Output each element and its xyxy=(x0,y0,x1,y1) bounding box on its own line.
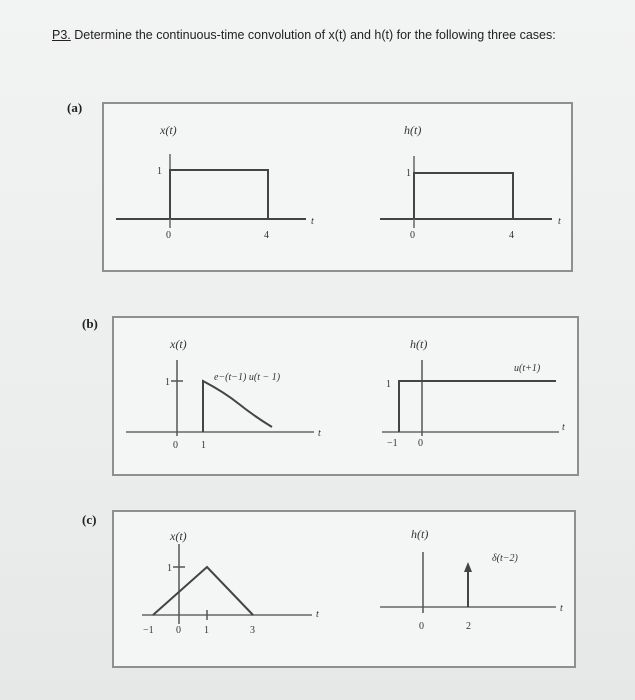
part-b-figure xyxy=(114,318,577,474)
h-level: 1 xyxy=(386,379,391,390)
part-a-panel xyxy=(102,102,573,272)
h-expression: u(t+1) xyxy=(514,363,541,374)
x-axis-label: t xyxy=(311,216,314,227)
part-c-h-plot xyxy=(380,527,563,632)
x-tick-0: 0 xyxy=(176,625,181,636)
part-c-panel xyxy=(112,510,576,668)
h-tick-neg1: −1 xyxy=(387,438,398,449)
x-label: x(t) xyxy=(160,123,177,137)
part-c-label: (c) xyxy=(82,512,97,527)
question-number: P3. xyxy=(52,28,71,42)
question-text xyxy=(52,28,556,42)
x-expression: e−(t−1) u(t − 1) xyxy=(214,372,281,383)
x-level: 1 xyxy=(167,563,172,574)
part-a-label: (a) xyxy=(67,100,83,115)
h-label: h(t) xyxy=(404,123,422,137)
part-a-figure xyxy=(104,104,571,270)
x-axis-label: t xyxy=(316,609,319,620)
x-triangle xyxy=(153,567,253,615)
h-tick-2: 2 xyxy=(466,621,471,632)
h-axis-label: t xyxy=(560,603,563,614)
x-tick-1: 1 xyxy=(204,625,209,636)
x-tick-0: 0 xyxy=(166,230,171,241)
x-tick-0: 0 xyxy=(173,440,178,451)
x-tick-neg1: −1 xyxy=(143,625,154,636)
h-label: h(t) xyxy=(410,337,428,351)
x-axis-label: t xyxy=(318,428,321,439)
h-expression: δ(t−2) xyxy=(492,553,518,564)
x-tick-3: 3 xyxy=(250,625,255,636)
x-exponential-curve xyxy=(203,381,272,432)
x-level: 1 xyxy=(157,166,162,177)
h-pulse xyxy=(414,173,513,219)
part-c-x-plot xyxy=(142,529,319,636)
part-b-label: (b) xyxy=(82,316,98,331)
h-tick-0: 0 xyxy=(410,230,415,241)
h-tick-0: 0 xyxy=(419,621,424,632)
h-tick-0: 0 xyxy=(418,438,423,449)
part-a-h-plot xyxy=(380,123,561,241)
h-axis-label: t xyxy=(558,216,561,227)
x-level: 1 xyxy=(165,377,170,388)
part-b-x-plot xyxy=(126,337,321,451)
h-axis-label: t xyxy=(562,422,565,433)
part-a-x-plot xyxy=(116,123,314,241)
question-body: Determine the continuous-time convolution of x(t) and h(t) for the following three cases: xyxy=(70,28,556,42)
h-impulse-arrowhead xyxy=(464,562,472,572)
h-label: h(t) xyxy=(411,527,429,541)
x-tick-1: 1 xyxy=(201,440,206,451)
h-level: 1 xyxy=(406,168,411,179)
part-b-h-plot xyxy=(382,337,565,449)
part-b-panel xyxy=(112,316,579,476)
x-label: x(t) xyxy=(170,529,187,543)
x-label: x(t) xyxy=(170,337,187,351)
x-pulse xyxy=(170,170,268,219)
h-tick-4: 4 xyxy=(509,230,514,241)
part-c-figure xyxy=(114,512,574,666)
x-tick-4: 4 xyxy=(264,230,269,241)
